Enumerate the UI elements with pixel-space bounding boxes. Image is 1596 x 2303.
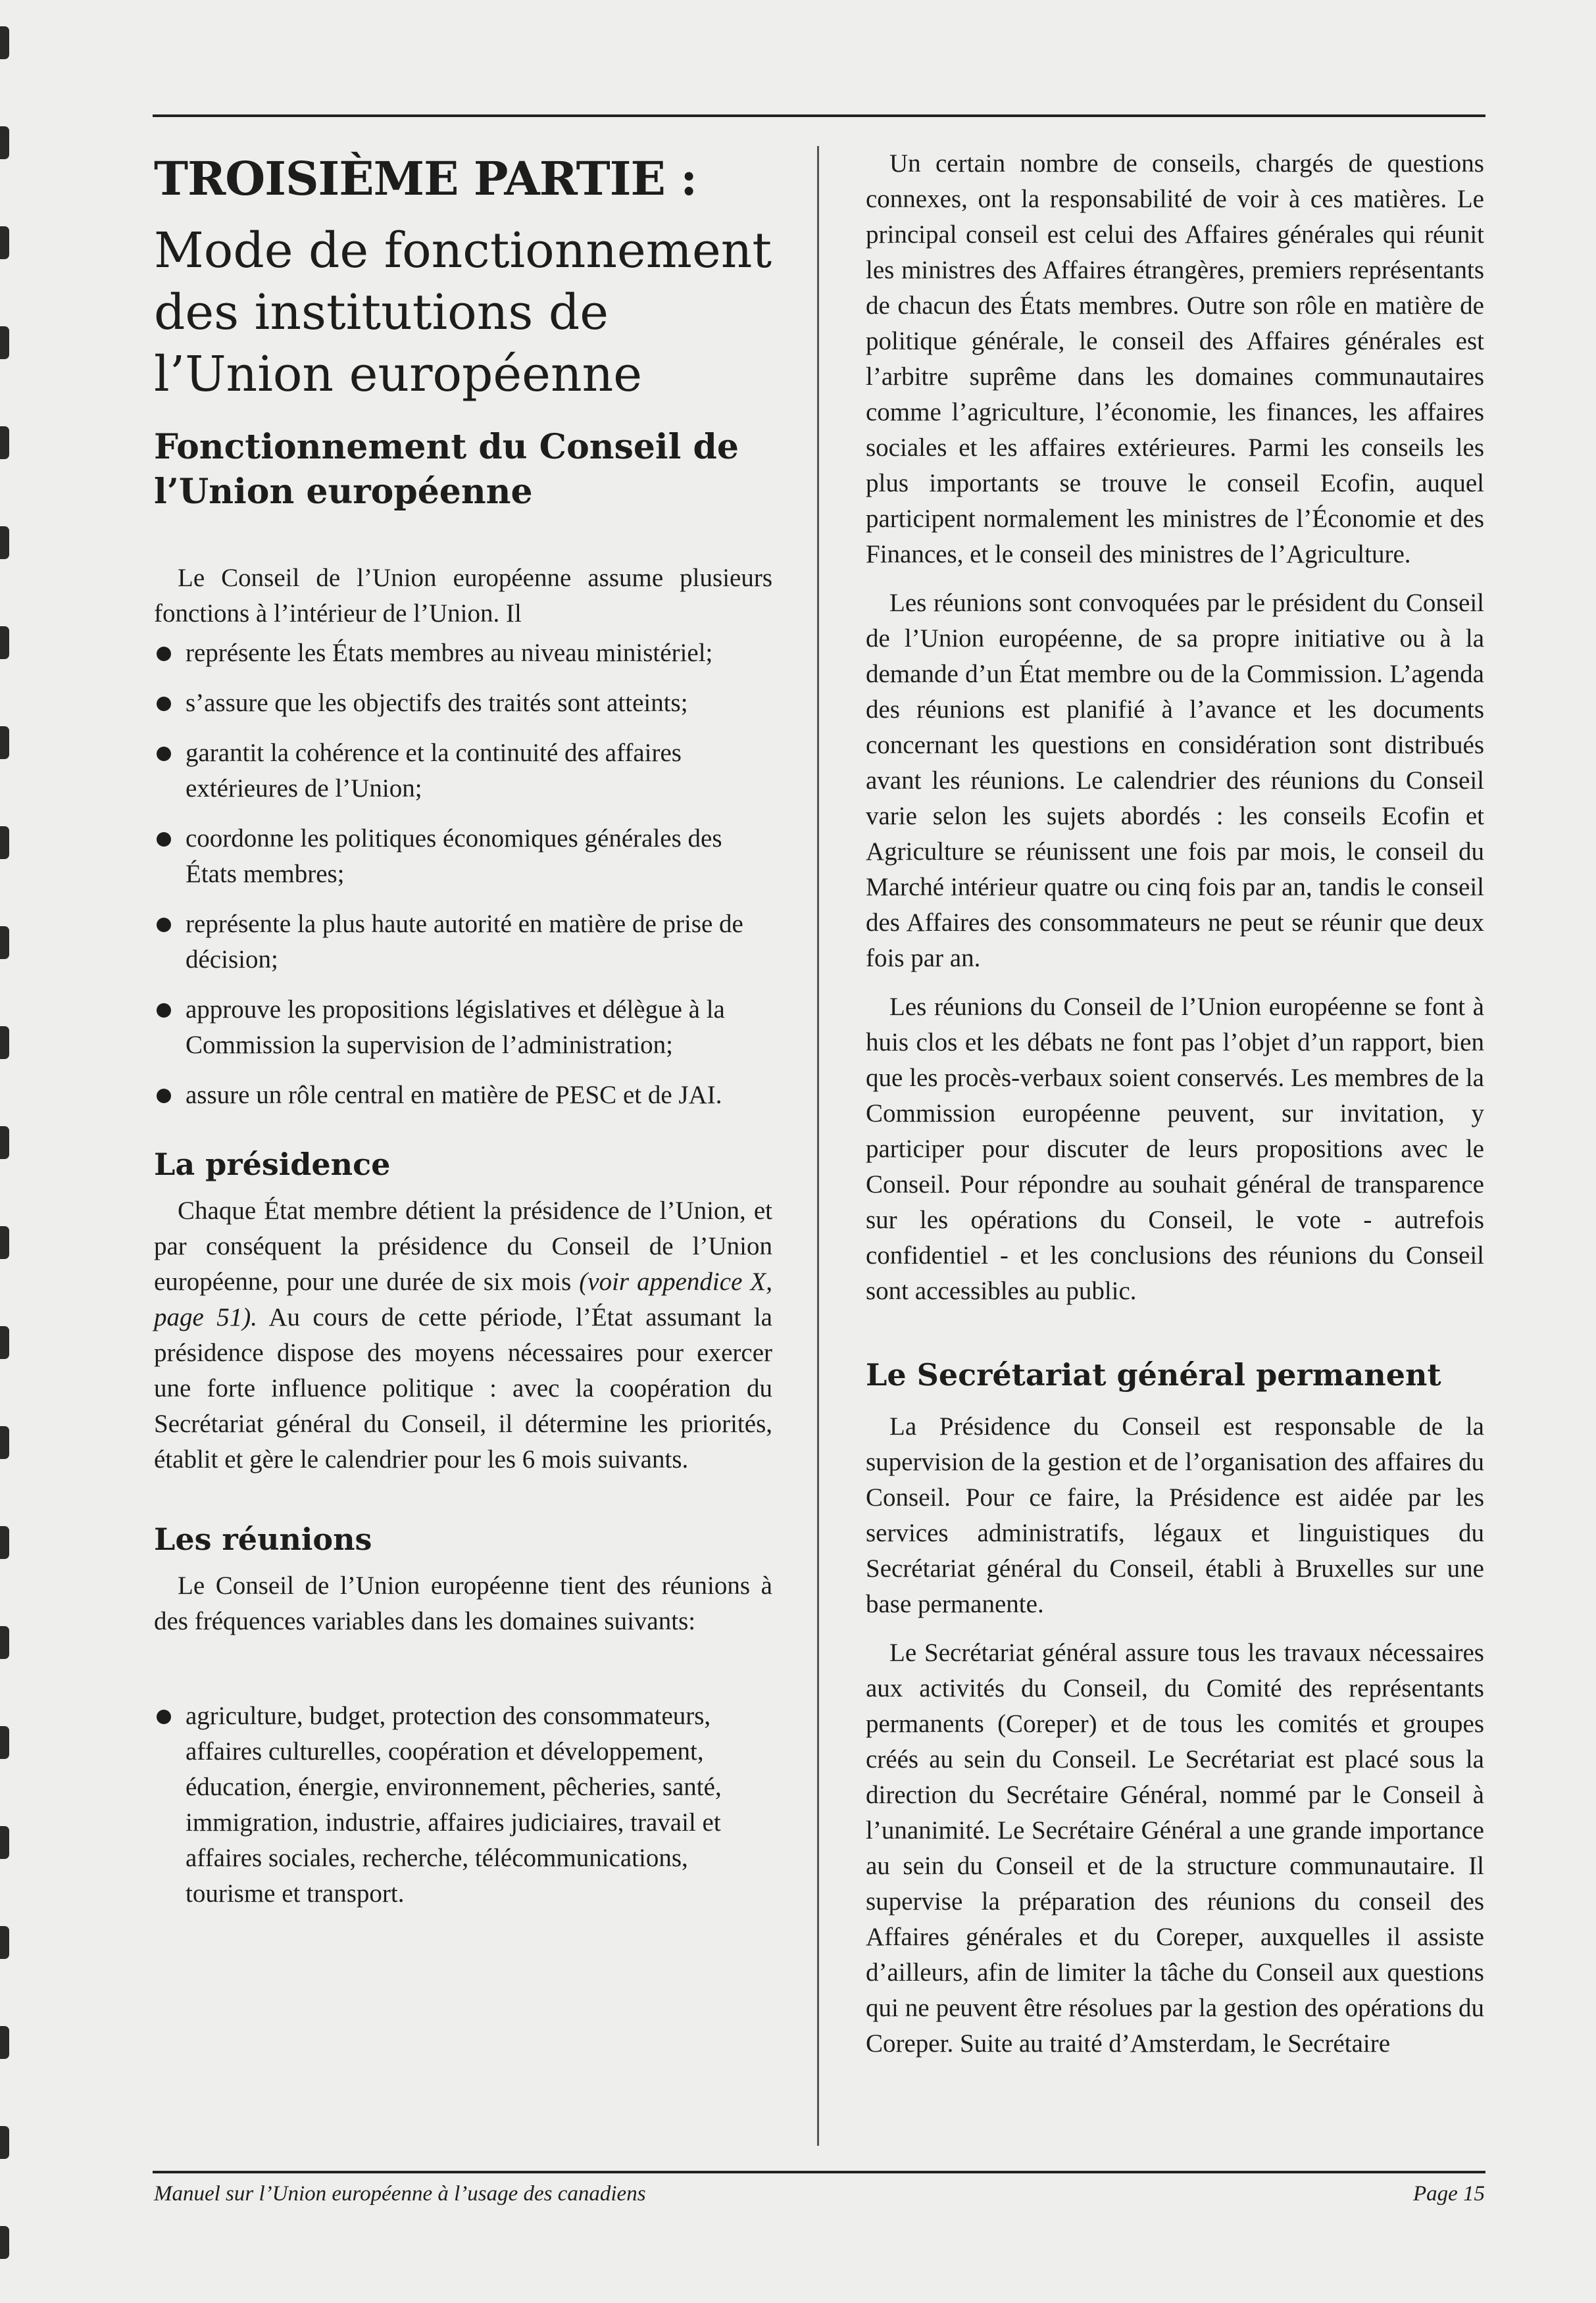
- presidence-paragraph: [154, 1193, 772, 1477]
- appendix-reference: (voir appendice X, page 51).: [154, 1268, 772, 1331]
- functions-list: [154, 635, 772, 1113]
- secretariat-paragraph: Le Secrétariat général assure tous les travaux nécessaires aux activités du Conseil, du Comité des représentants permanents (Coreper) et de tous les comités et groupes créés au sein du Conseil. Le Secrétariat est placé sous la direction du Secrétaire Général, nommé par le Conseil à l’unanimité. Le Secrétaire Général a une grande importance au sein du Conseil et de la structure communautaire. Il supervise la préparation des réunions du conseil des Affaires générales et du Coreper, auxquelles il assiste d’ailleurs, afin de limiter la tâche du Conseil aux questions qui ne peuvent être résolues par la gestion des opérations du Coreper. Suite au traité d’Amsterdam, le Secrétaire: [866, 1639, 1484, 2058]
- binding-ring: [0, 126, 9, 159]
- part-heading: TROISIÈME PARTIE :: [154, 151, 697, 206]
- binding-ring: [0, 1626, 9, 1659]
- section-heading-reunions: Les réunions: [154, 1522, 372, 1557]
- convocation-paragraph: Les réunions sont convoquées par le président du Conseil de l’Union européenne, de sa propre initiative ou à la demande d’un État membre ou de la Commission. L’agenda des réunions est planifié à l’avance et les documents concernant les questions en considération sont distribués avant les réunions. Le calendrier des réunions du Conseil varie selon les sujets abordés : les conseils Ecofin et Agriculture se réunissent une fois par mois, le conseil du Marché intérieur quatre ou cinq fois par an, tandis le conseil des Affaires des consommateurs ne peut se réunir que deux fois par an.: [866, 589, 1484, 972]
- reunions-intro-paragraph: Le Conseil de l’Union européenne tient des réunions à des fréquences variables dans les domaines suivants:: [154, 1572, 772, 1635]
- binding-ring: [0, 2226, 9, 2259]
- right-column: [866, 146, 1484, 2062]
- section-heading-conseil: Fonctionnement du Conseil de l’Union européenne: [154, 427, 739, 512]
- binding-ring: [0, 1226, 9, 1259]
- binding-ring: [0, 926, 9, 959]
- presidence-text-a: Chaque État membre détient la présidence de l’Union, et par conséquent la présidence du Conseil de l’Union européenne, pour une durée de six mois: [154, 1197, 772, 1296]
- list-item: représente les États membres au niveau ministériel;: [154, 635, 772, 671]
- binding-ring: [0, 2126, 9, 2159]
- list-item: garantit la cohérence et la continuité des affaires extérieures de l’Union;: [154, 735, 772, 806]
- binding-ring: [0, 1026, 9, 1059]
- binding-ring: [0, 2026, 9, 2059]
- list-item: représente la plus haute autorité en matière de prise de décision;: [154, 906, 772, 978]
- presidence-text-b: Au cours de cette période, l’État assumant la présidence dispose des moyens nécessaires pour exercer une forte influence politique : avec la coopération du Secrétariat général du Conseil, il détermine les priorités, établit et gère le calendrier pour les 6 mois suivants.: [154, 1303, 772, 1473]
- list-item: agriculture, budget, protection des consommateurs, affaires culturelles, coopération et développement, éducation, énergie, environnement, pêcheries, santé, immigration, industrie, affaires judiciaires, travail et affaires sociales, recherche, télécommunications, tourisme et transport.: [154, 1698, 772, 1912]
- binding-ring: [0, 26, 9, 59]
- intro-paragraph: Le Conseil de l’Union européenne assume plusieurs fonctions à l’intérieur de l’Union. Il: [154, 564, 772, 628]
- list-item: s’assure que les objectifs des traités sont atteints;: [154, 685, 772, 721]
- binding-ring: [0, 426, 9, 459]
- top-rule: [153, 114, 1485, 117]
- binding-ring: [0, 1326, 9, 1359]
- binding-ring: [0, 626, 9, 659]
- footer-title: Manuel sur l’Union européenne à l’usage des canadiens: [154, 2182, 646, 2206]
- binding-ring: [0, 826, 9, 859]
- domains-list: [154, 1698, 772, 1912]
- binding-ring: [0, 326, 9, 359]
- binding-ring: [0, 526, 9, 559]
- column-separator: [817, 146, 819, 2146]
- page-number: Page 15: [1413, 2182, 1485, 2206]
- list-item: assure un rôle central en matière de PESC et de JAI.: [154, 1077, 772, 1113]
- page-title: Mode de fonctionnement des institutions de l’Union européenne: [154, 222, 772, 403]
- list-item: coordonne les politiques économiques générales des États membres;: [154, 821, 772, 892]
- section-heading-secretariat: Le Secrétariat général permanent: [866, 1357, 1441, 1393]
- binding-ring: [0, 726, 9, 759]
- councils-paragraph: Un certain nombre de conseils, chargés de questions connexes, ont la responsabilité de voir à ces matières. Le principal conseil est celui des Affaires générales qui réunit les ministres des Affaires étrangères, premiers représentants de chacun des États membres. Outre son rôle en matière de politique générale, le conseil des Affaires générales est l’arbitre suprême dans les domaines communautaires comme l’agriculture, l’économie, les finances, les affaires sociales et les affaires extérieures. Parmi les conseils les plus importants se trouve le conseil Ecofin, auquel participent normalement les ministres de l’Économie et des Finances, et le conseil des ministres de l’Agriculture.: [866, 149, 1484, 568]
- binding-ring: [0, 1826, 9, 1859]
- binding-ring: [0, 1526, 9, 1559]
- binding-ring: [0, 1426, 9, 1459]
- section-heading-presidence: La présidence: [154, 1147, 391, 1182]
- binding-ring: [0, 226, 9, 259]
- left-column: [154, 146, 772, 1926]
- binding-ring: [0, 1726, 9, 1759]
- bottom-rule: [153, 2171, 1485, 2173]
- binding-ring: [0, 1926, 9, 1959]
- binding-ring: [0, 1126, 9, 1159]
- huis-clos-paragraph: Les réunions du Conseil de l’Union européenne se font à huis clos et les débats ne font pas l’objet d’un rapport, bien que les procès-verbaux soient conservés. Les membres de la Commission européenne peuvent, sur invitation, y participer pour discuter de leurs propositions avec le Conseil. Pour répondre au souhait général de transparence sur les opérations du Conseil, le vote - autrefois confidentiel - et les conclusions des réunions du Conseil sont accessibles au public.: [866, 993, 1484, 1305]
- presidence-supervision-paragraph: La Présidence du Conseil est responsable de la supervision de la gestion et de l’organisation des affaires du Conseil. Pour ce faire, la Présidence est aidée par les services administratifs, légaux et linguistiques du Secrétariat général du Conseil, établi à Bruxelles sur une base permanente.: [866, 1412, 1484, 1618]
- list-item: approuve les propositions législatives et délègue à la Commission la supervision de l’administration;: [154, 992, 772, 1063]
- spiral-binding: [0, 0, 16, 2303]
